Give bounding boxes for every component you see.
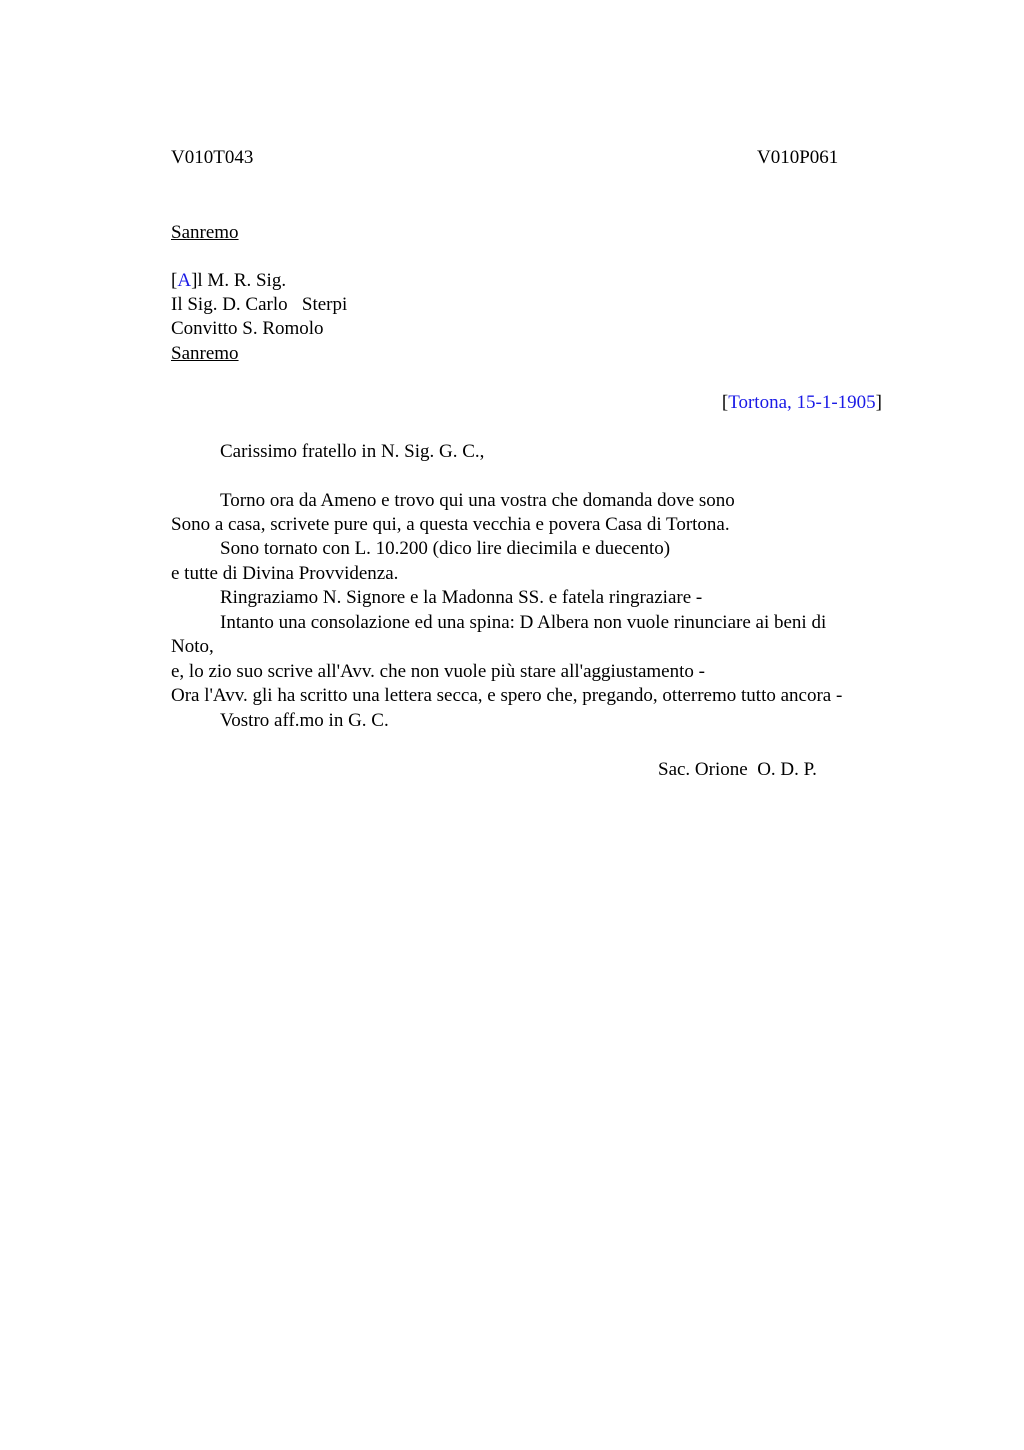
- address-line-3: Convitto S. Romolo: [171, 318, 324, 339]
- address-line-1: [171, 269, 286, 293]
- body-line-2: Sono a casa, scrivete pure qui, a questa vecchia e povera Casa di Tortona.: [171, 514, 730, 535]
- body-line-3: Sono tornato con L. 10.200 (dico lire diecimila e duecento): [220, 538, 671, 559]
- document-code-right: V010P061: [757, 147, 839, 168]
- closing-line: Vostro aff.mo in G. C.: [220, 710, 389, 731]
- body-line-9: Ora l'Avv. gli ha scritto una lettera secca, e spero che, pregando, otterremo tutto ancora -: [171, 685, 843, 706]
- signature: Sac. Orione O. D. P.: [658, 759, 817, 780]
- address-line-4: Sanremo: [171, 343, 239, 364]
- body-line-5: Ringraziamo N. Signore e la Madonna SS. e fatela ringraziare -: [220, 587, 703, 608]
- body-line-6: Intanto una consolazione ed una spina: D Albera non vuole rinunciare ai beni di: [220, 612, 827, 633]
- body-line-8: e, lo zio suo scrive all'Avv. che non vuole più stare all'aggiustamento -: [171, 661, 705, 682]
- address-bracket-open: [: [171, 270, 178, 291]
- address-initial: A: [177, 270, 192, 291]
- body-line-4: e tutte di Divina Provvidenza.: [171, 563, 399, 584]
- document-code-left: V010T043: [171, 147, 254, 168]
- address-line-1-rest: ]l M. R. Sig.: [191, 270, 287, 291]
- salutation: Carissimo fratello in N. Sig. G. C.,: [220, 441, 485, 462]
- date-text: Tortona, 15-1-1905: [728, 392, 876, 413]
- date-bracket-close: ]: [875, 392, 882, 413]
- body-line-7: Noto,: [171, 636, 214, 657]
- date-line: [722, 391, 882, 415]
- place-heading: Sanremo: [171, 222, 239, 243]
- address-line-2: Il Sig. D. Carlo Sterpi: [171, 294, 348, 315]
- date-bracket-open: [: [721, 392, 729, 413]
- body-line-1: Torno ora da Ameno e trovo qui una vostra che domanda dove sono: [220, 490, 735, 511]
